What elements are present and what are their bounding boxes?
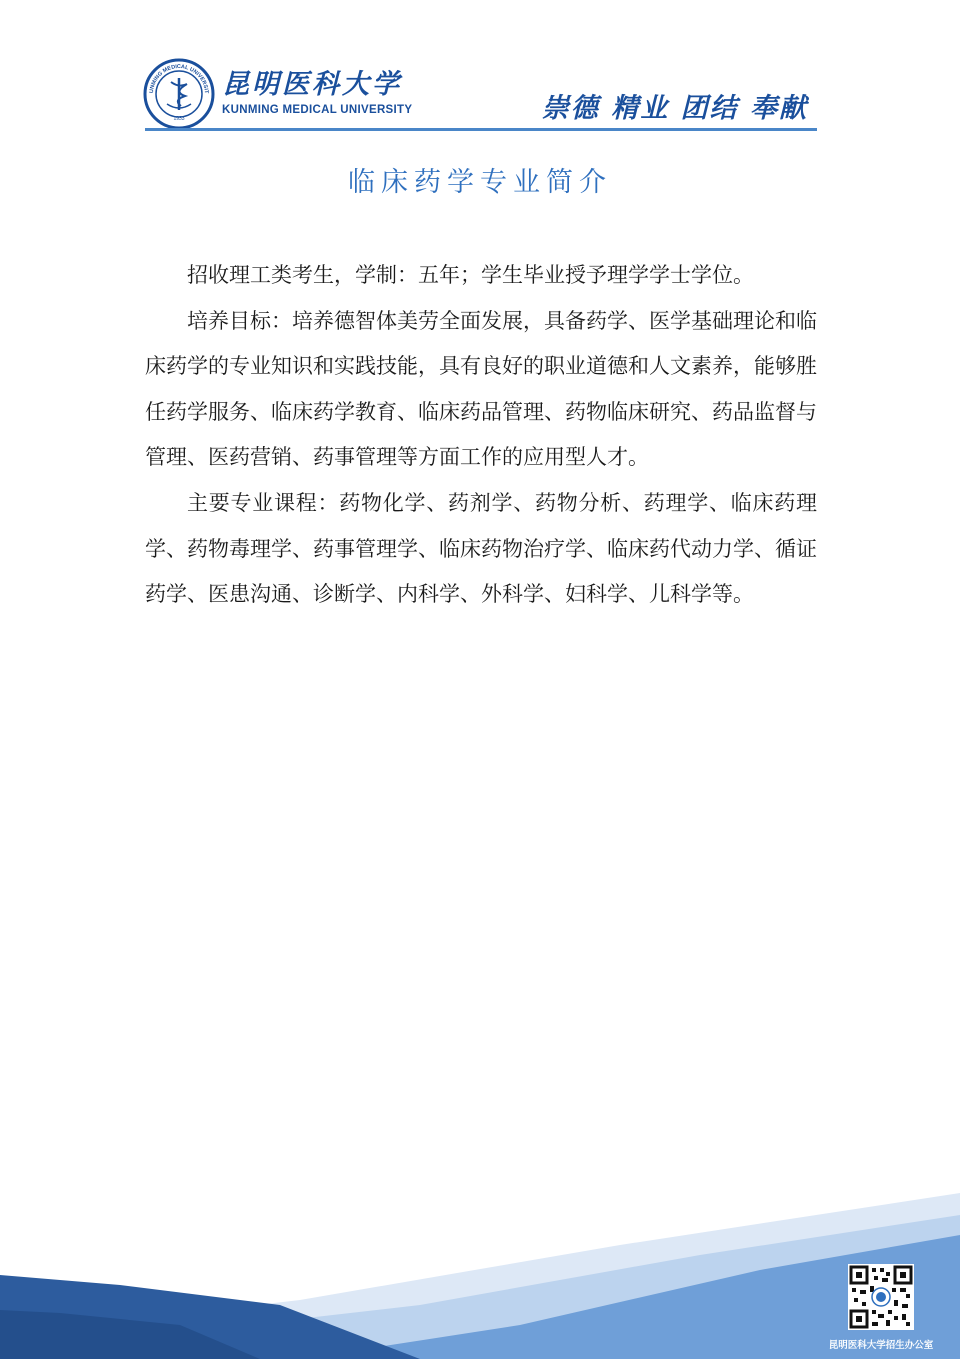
page-header bbox=[0, 0, 960, 135]
university-name-en: KUNMING MEDICAL UNIVERSITY bbox=[222, 104, 413, 116]
paragraph-core-courses: 主要专业课程：药物化学、药剂学、药物分析、药理学、临床药理学、药物毒理学、药事管理学、临床药物治疗学、临床药代动力学、循证药学、医患沟通、诊断学、内科学、外科学、妇科学、儿科学等。 bbox=[145, 490, 817, 607]
document-body bbox=[145, 253, 817, 618]
header-divider bbox=[145, 128, 817, 131]
paragraph-training-goal: 培养目标：培养德智体美劳全面发展，具备药学、医学基础理论和临床药学的专业知识和实践技能，具有良好的职业道德和人文素养，能够胜任药学服务、临床药学教育、临床药品管理、药物临床研究、药品监督与管理、医药营销、药事管理等方面工作的应用型人才。 bbox=[145, 308, 817, 470]
university-name-cn: 昆明医科大学 bbox=[222, 69, 402, 100]
paragraph-admission: 招收理工类考生，学制：五年；学生毕业授予理学学士学位。 bbox=[187, 263, 754, 287]
document-title: 临床药学专业简介 bbox=[348, 167, 612, 198]
qr-caption: 昆明医科大学招生办公室 bbox=[828, 1340, 934, 1351]
seal-ring-text: UNMING MEDICAL UNIVERSIT bbox=[148, 63, 210, 94]
qr-code[interactable] bbox=[848, 1264, 914, 1330]
seal-year: 1933 bbox=[173, 116, 185, 122]
qr-code-image bbox=[848, 1264, 914, 1330]
university-seal-logo bbox=[143, 58, 215, 130]
university-motto: 崇德 精业 团结 奉献 bbox=[541, 93, 808, 124]
footer-wave-decoration bbox=[0, 1175, 960, 1359]
